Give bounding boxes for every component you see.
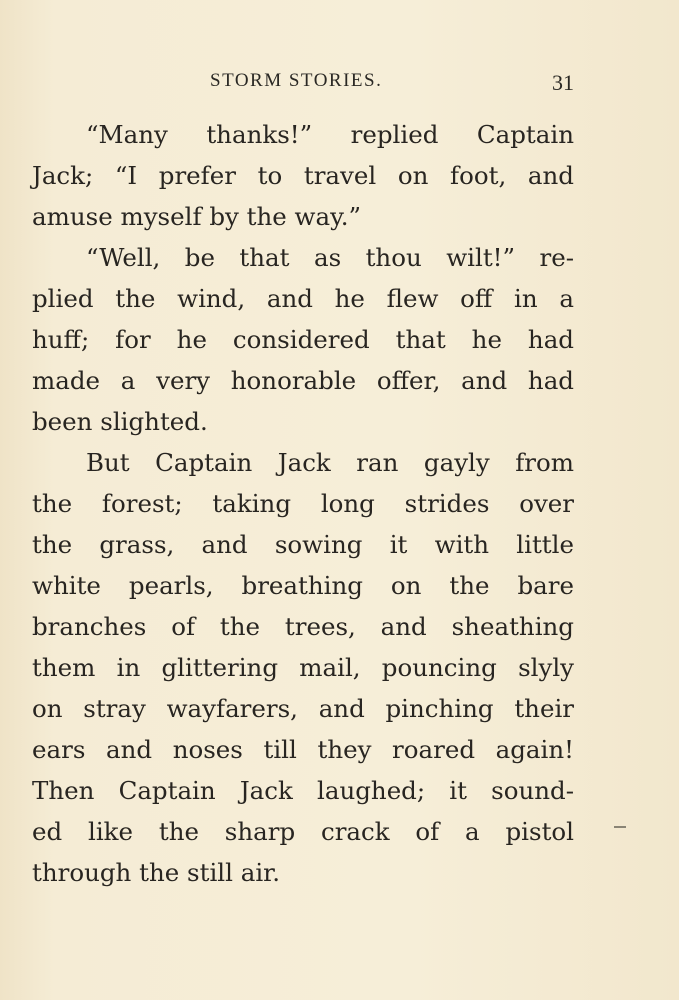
margin-mark xyxy=(614,826,626,828)
text-line: been slighted. xyxy=(32,407,208,436)
text-line: Then Captain Jack laughed; it sound- xyxy=(32,776,574,805)
text-line: amuse myself by the way.” xyxy=(32,202,362,231)
text-line: branches of the trees, and sheathing xyxy=(32,612,574,641)
text-line: white pearls, breathing on the bare xyxy=(32,571,574,600)
text-line: huff; for he considered that he had xyxy=(32,325,574,354)
page-number: 31 xyxy=(552,70,574,95)
text-line: But Captain Jack ran gayly from xyxy=(86,448,574,477)
page-header xyxy=(0,70,679,98)
text-line: ed like the sharp crack of a pistol xyxy=(32,817,574,846)
text-line: on stray wayfarers, and pinching their xyxy=(32,694,574,723)
text-line: made a very honorable offer, and had xyxy=(32,366,574,395)
text-line: ears and noses till they roared again! xyxy=(32,735,574,764)
text-line: the grass, and sowing it with little xyxy=(32,530,574,559)
text-line: “Well, be that as thou wilt!” re- xyxy=(86,243,574,272)
text-line: them in glittering mail, pouncing slyly xyxy=(32,653,574,682)
text-line: Jack; “I prefer to travel on foot, and xyxy=(32,161,574,190)
text-line: through the still air. xyxy=(32,858,280,887)
running-head: STORM STORIES. xyxy=(210,70,383,91)
body-text xyxy=(32,114,574,893)
text-line: plied the wind, and he flew off in a xyxy=(32,284,574,313)
text-line: “Many thanks!” replied Captain xyxy=(86,120,574,149)
text-line: the forest; taking long strides over xyxy=(32,489,574,518)
